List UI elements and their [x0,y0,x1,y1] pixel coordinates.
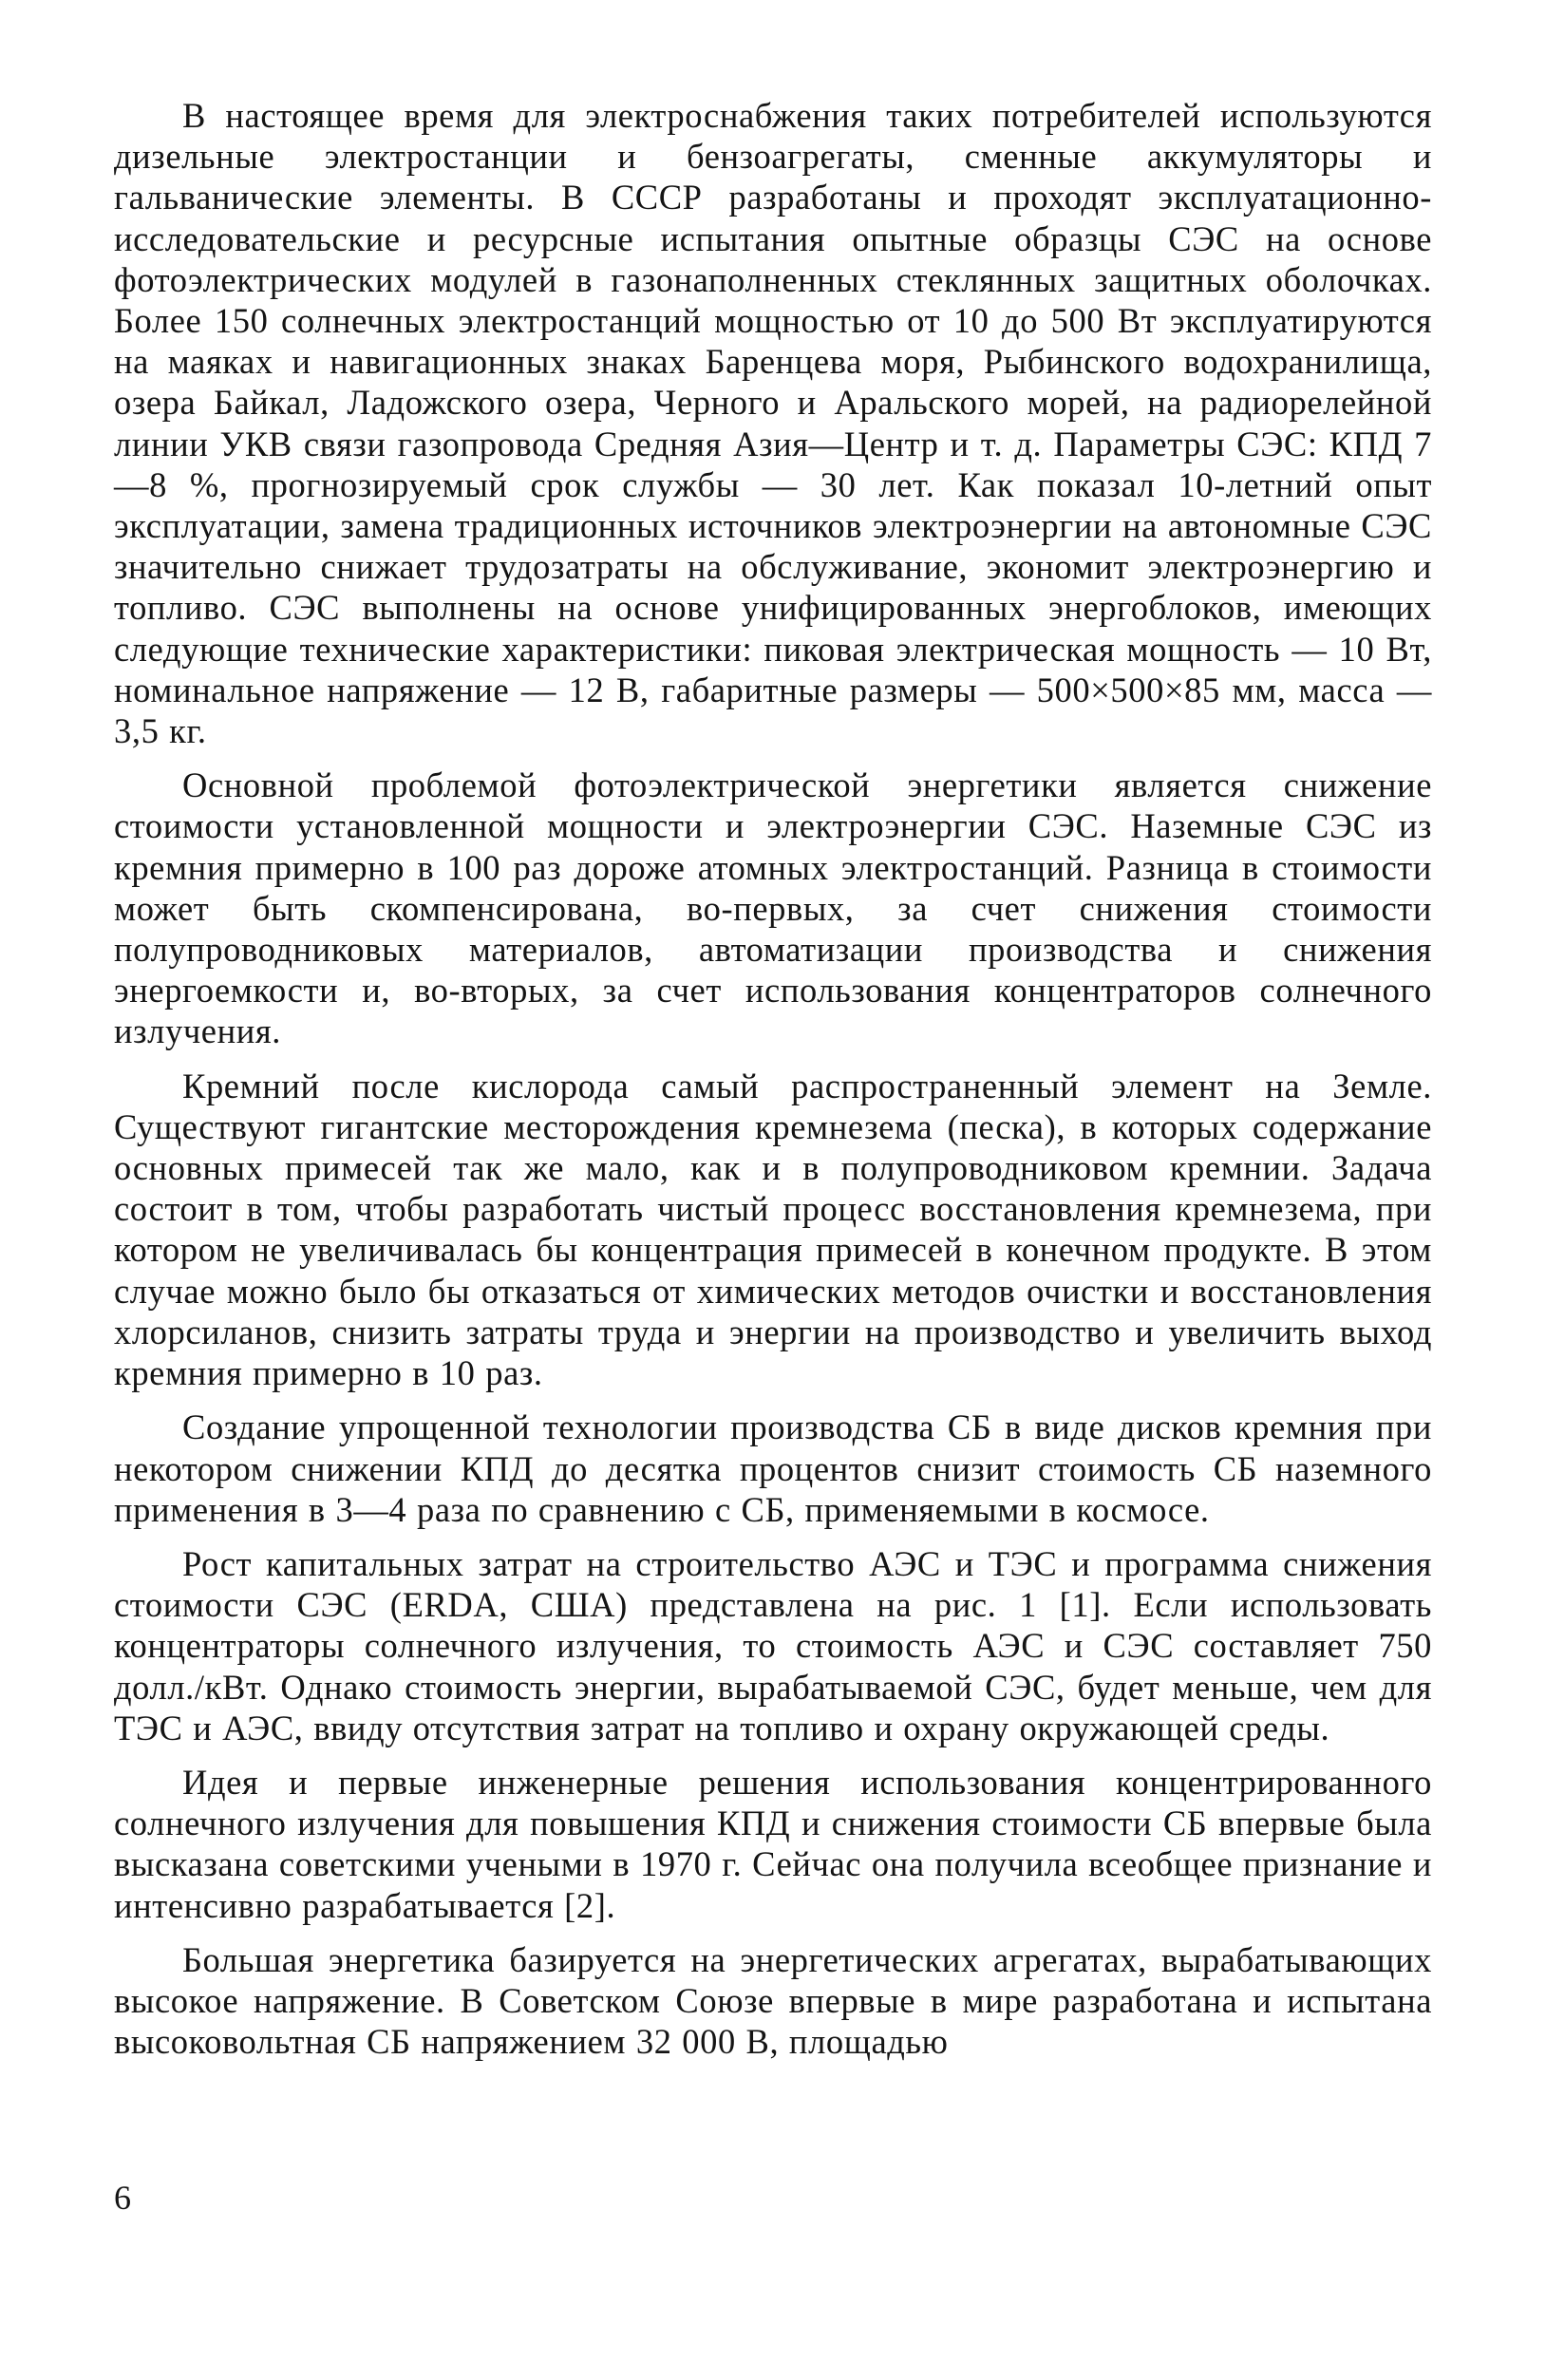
paragraph-autonomous-power-stations: В настоящее время для электроснабжения таких потребителей используются дизельные электростанции и бензоагрегаты, сменные аккумуляторы и гальванические элементы. В СССР разработаны и проходят эксплуатационно-исследовательские и ресурсные испытания опытные образцы СЭС на основе фотоэлектрических модулей в газонаполненных стеклянных защитных оболочках. Более 150 солнечных электростанций мощностью от 10 до 500 Вт эксплуатируются на маяках и навигационных знаках Баренцева моря, Рыбинского водохранилища, озера Байкал, Ладожского озера, Черного и Аральского морей, на радиорелейной линии УКВ связи газопровода Средняя Азия—Центр и т. д. Параметры СЭС: КПД 7—8 %, прогнозируемый срок службы — 30 лет. Как показал 10-летний опыт эксплуатации, замена традиционных источников электроэнергии на автономные СЭС значительно снижает трудозатраты на обслуживание, экономит электроэнергию и топливо. СЭС выполнены на основе унифицированных энергоблоков, имеющих следующие технические характеристики: пиковая электрическая мощность — 10 Вт, номинальное напряжение — 12 В, габаритные размеры — 500×500×85 мм, масса — 3,5 кг. [114,96,1432,751]
paragraph-cost-reduction-problem: Основной проблемой фотоэлектрической энергетики является снижение стоимости установленной мощности и электроэнергии СЭС. Наземные СЭС из кремния примерно в 100 раз дороже атомных электростанций. Разница в стоимости может быть скомпенсирована, во-первых, за счет снижения стоимости полупроводниковых материалов, автоматизации производства и снижения энергоемкости и, во-вторых, за счет использования концентраторов солнечного излучения. [114,765,1432,1051]
paragraph-concentrated-radiation: Идея и первые инженерные решения использования концентрированного солнечного излучения для повышения КПД и снижения стоимости СБ впервые была высказана советскими учеными в 1970 г. Сейчас она получила всеобщее признание и интенсивно разрабатывается [2]. [114,1762,1432,1925]
paragraph-simplified-technology: Создание упрощенной технологии производства СБ в виде дисков кремния при некотором снижении КПД до десятка процентов снизит стоимость СБ наземного применения в 3—4 раза по сравнению с СБ, применяемыми в космосе. [114,1407,1432,1529]
page-number: 6 [114,2179,131,2217]
paragraph-capital-costs: Рост капитальных затрат на строительство АЭС и ТЭС и программа снижения стоимости СЭС (ERDA, США) представлена на рис. 1 [1]. Если использовать концентраторы солнечного излучения, то стоимость АЭС и СЭС составляет 750 долл./кВт. Однако стоимость энергии, вырабатываемой СЭС, будет меньше, чем для ТЭС и АЭС, ввиду отсутствия затрат на топливо и охрану окружающей среды. [114,1543,1432,1747]
paragraph-silicon-abundance: Кремний после кислорода самый распространенный элемент на Земле. Существуют гигантские месторождения кремнезема (песка), в которых содержание основных примесей так же мало, как и в полупроводниковом кремнии. Задача состоит в том, чтобы разработать чистый процесс восстановления кремнезема, при котором не увеличивалась бы концентрация примесей в конечном продукте. В этом случае можно было бы отказаться от химических методов очистки и восстановления хлорсиланов, снизить затраты труда и энергии на производство и увеличить выход кремния примерно в 10 раз. [114,1066,1432,1393]
paragraph-high-voltage-battery: Большая энергетика базируется на энергетических агрегатах, вырабатывающих высокое напряжение. В Советском Союзе впервые в мире разработана и испытана высоковольтная СБ напряжением 32 000 В, площадью [114,1939,1432,2062]
page-body [114,95,1432,2062]
